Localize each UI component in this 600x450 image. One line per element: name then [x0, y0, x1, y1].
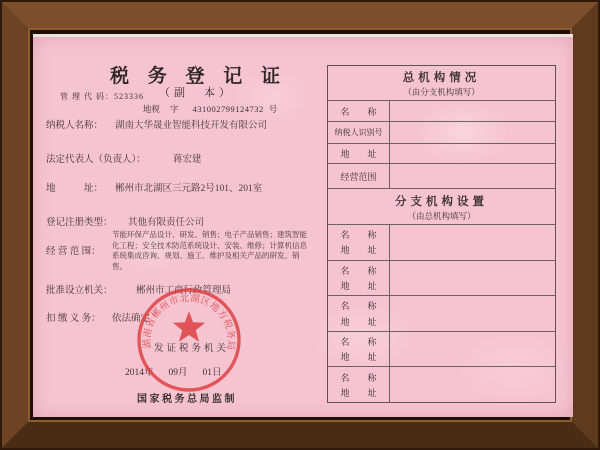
- registration-type-label: 登记注册类型：: [46, 218, 113, 228]
- branch-name-label: 名 称: [340, 265, 377, 276]
- branch-name-label: 名 称: [340, 301, 377, 312]
- address-label: 地 址：: [46, 184, 104, 194]
- head-office-name-value: [390, 101, 555, 121]
- branch-entry-value: [390, 296, 555, 331]
- table-row: [328, 164, 555, 189]
- head-office-name-label: 名 称: [328, 101, 390, 121]
- branch-name-label: 名 称: [340, 230, 377, 241]
- address-row: [33, 180, 333, 194]
- branch-address-label: 地 址: [340, 352, 377, 363]
- issue-date-year: 2014年: [125, 368, 154, 378]
- branch-entry: [328, 332, 555, 368]
- branch-entry-value: [390, 225, 555, 260]
- branch-entry-value: [390, 261, 555, 296]
- branches-note: （由总机构填写）: [407, 211, 476, 221]
- branch-name-label: 名 称: [340, 372, 377, 383]
- supervising-authority-footer: 国家税务总局监制: [137, 394, 237, 405]
- branch-address-label: 地 址: [340, 281, 377, 292]
- taxpayer-name-label: 纳税人名称：: [46, 121, 104, 131]
- tax-no-prefix: 地税: [143, 104, 161, 114]
- head-office-scope-value: [390, 164, 555, 189]
- legal-representative-row: [33, 151, 333, 165]
- tax-no-suffix: 号: [268, 104, 278, 114]
- head-office-note: （由分支机构填写）: [403, 87, 480, 97]
- seal-ring: [139, 290, 239, 390]
- tax-no-mid: 字: [170, 104, 179, 114]
- business-scope-label: 经 营 范 围：: [46, 247, 101, 257]
- table-row: [328, 101, 555, 122]
- certificate-number-line: [143, 103, 277, 115]
- withholding-obligation-label: 扣 缴 义 务：: [46, 314, 101, 324]
- head-office-address-label: 地 址: [328, 144, 390, 163]
- certificate-title: 税 务 登 记 证: [110, 66, 288, 87]
- branch-entry-value: [390, 332, 555, 367]
- head-office-address-value: [390, 144, 555, 163]
- table-row: [328, 122, 555, 144]
- taxpayer-name-row: [33, 117, 333, 131]
- certificate-subtitle: （副 本）: [159, 87, 234, 99]
- withholding-obligation-value: 依法确定: [112, 314, 151, 324]
- admin-code-line: 管 理 代 码：523336: [60, 92, 144, 101]
- branch-name-label: 名 称: [340, 336, 377, 347]
- head-office-taxid-label: 纳税人识别号: [328, 122, 390, 143]
- branch-entry-value: [390, 367, 555, 402]
- legal-representative-label: 法定代表人（负责人）：: [46, 155, 146, 165]
- head-office-taxid-value: [390, 122, 555, 143]
- branch-entry: [328, 225, 555, 261]
- head-office-title: 总机构情况: [402, 72, 481, 84]
- registration-type-row: [33, 214, 333, 228]
- official-red-seal: [133, 284, 245, 396]
- branch-address-label: 地 址: [340, 245, 377, 256]
- tax-no-number: 431002799124732: [192, 104, 264, 114]
- head-office-scope-label: 经营范围: [328, 164, 390, 189]
- branch-entry: [328, 367, 555, 402]
- seal-ring-text: 湖南省郴州市北湖区地方税务局: [142, 293, 236, 351]
- seal-star-icon: [173, 311, 205, 342]
- branch-address-label: 地 址: [340, 316, 377, 327]
- tax-registration-certificate: [33, 34, 573, 417]
- address-value: 郴州市北湖区三元路2号101、201室: [115, 184, 263, 194]
- branch-entry: [328, 296, 555, 332]
- branches-section-header: [328, 188, 555, 225]
- approval-authority-label: 批准设立机关：: [46, 286, 113, 296]
- table-row: [328, 144, 555, 164]
- approval-authority-value: 郴州市工商行政管理局: [136, 286, 232, 296]
- legal-representative-value: 蒋宏建: [173, 155, 202, 165]
- registration-type-value: 其他有限责任公司: [128, 218, 205, 228]
- branch-entry: [328, 261, 555, 297]
- branch-info-table: [327, 65, 556, 403]
- taxpayer-name-value: 湖南大华晟业智能科技开发有限公司: [115, 121, 268, 131]
- issuing-authority-label: 发证税务机关: [154, 344, 230, 354]
- issue-date-day: 01日: [202, 368, 222, 378]
- head-office-section-header: [328, 66, 555, 101]
- issue-date-month: 09月: [168, 368, 188, 378]
- branch-address-label: 地 址: [340, 387, 377, 398]
- business-scope-value: 节能环保产品设计、研发、销售；电子产品销售；建筑智能化工程；安全技术防范系统设计、安装、维修；计算机信息系统集成咨询、规划、施工、维护及相关产品的研发、销售。: [112, 230, 307, 271]
- branches-title: 分支机构设置: [395, 196, 488, 208]
